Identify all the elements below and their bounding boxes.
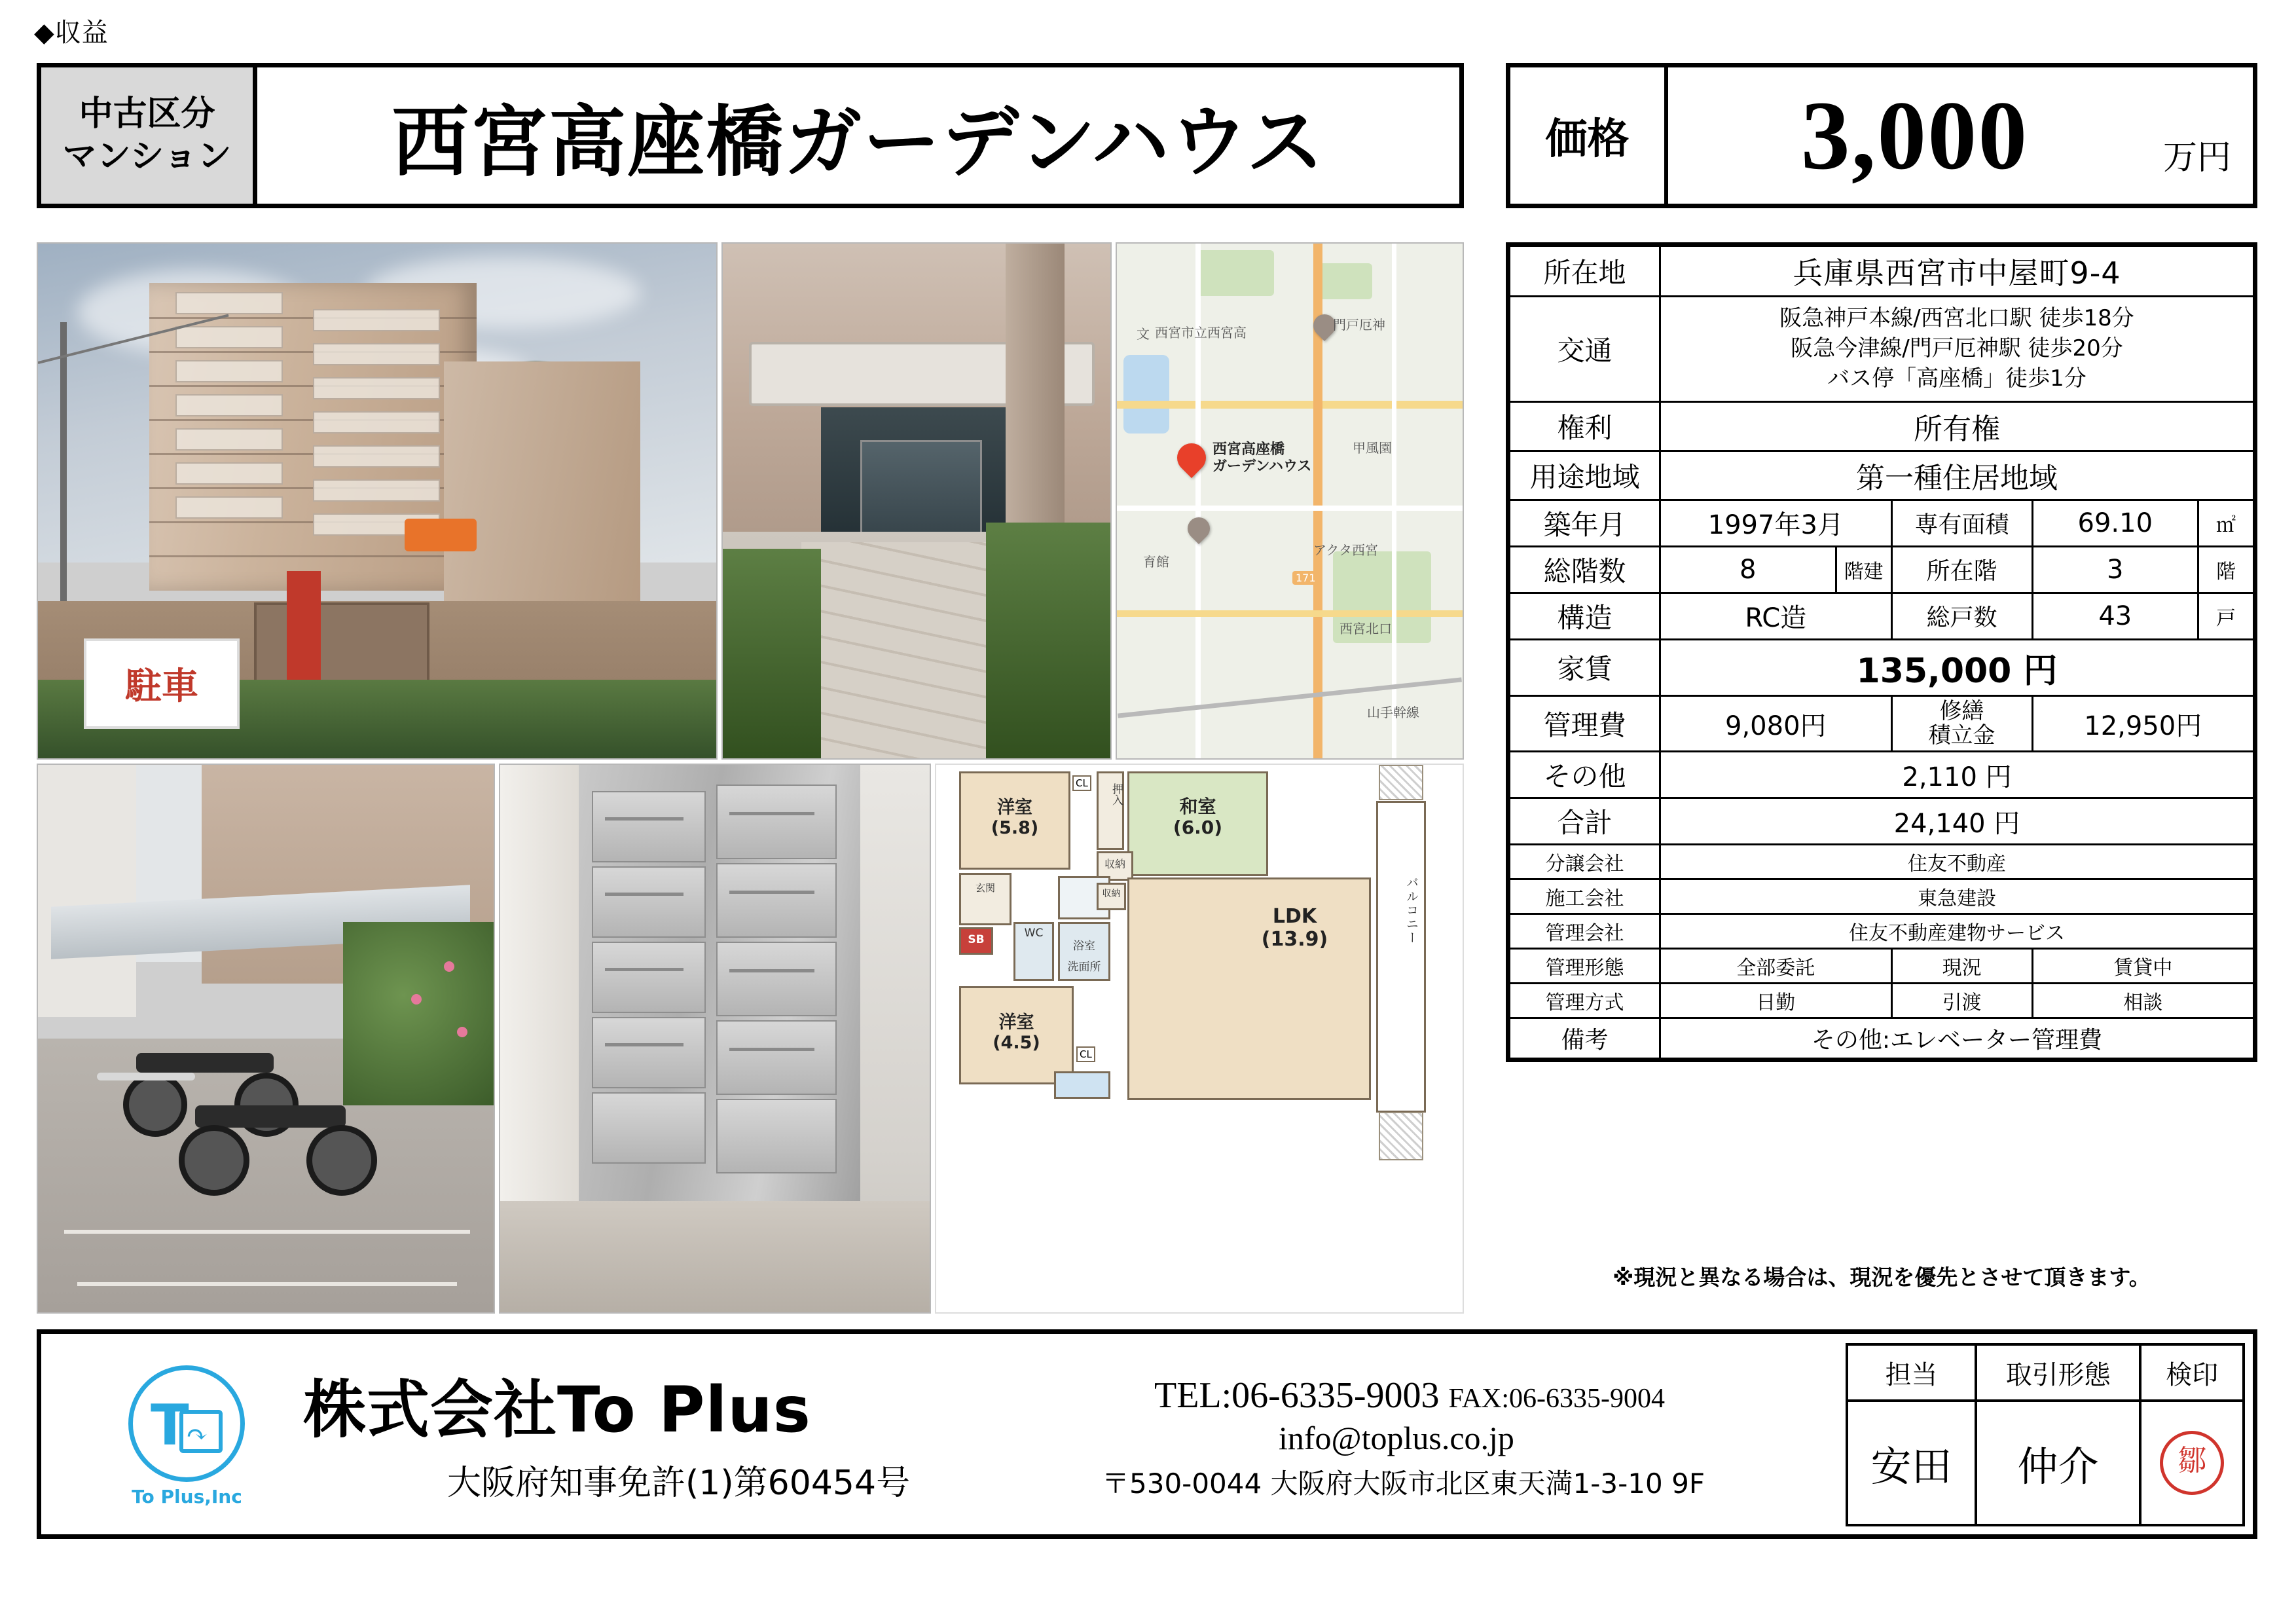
table-row-rights (1510, 401, 2254, 451)
label-management-method: 管理方式 (1510, 984, 1660, 1018)
floorplan-room-1: 和室 (6.0) (1173, 796, 1223, 839)
label-repair-fund-line1: 修繕 (1939, 697, 1984, 724)
label-seal: 検印 (2140, 1344, 2244, 1401)
label-management-company: 管理会社 (1510, 914, 1660, 949)
label-total-floors: 総階数 (1510, 546, 1660, 593)
value-management-company: 住友不動産建物サービス (1660, 914, 2254, 949)
value-builder: 東急建設 (1660, 879, 2254, 914)
floorplan-tag-sb: SB (968, 933, 985, 946)
price-value: 3,000 (1800, 81, 2029, 190)
label-seller: 分譲会社 (1510, 845, 1660, 879)
page-title: 西宮高座橋ガーデンハウス (392, 97, 1325, 187)
floorplan-tag-genkan: 玄関 (975, 882, 995, 894)
map-label-3: アクタ西宮 (1313, 542, 1378, 558)
value-area: 69.10 (2032, 500, 2198, 546)
label-person-in-charge: 担当 (1847, 1344, 1976, 1401)
table-row-other (1510, 752, 2254, 798)
map-label-6: 山手幹線 (1367, 705, 1419, 720)
value-seal-cell (2140, 1401, 2244, 1525)
photo-mailboxes (499, 764, 931, 1314)
table-row-floors (1510, 546, 2254, 593)
company-license: 大阪府知事免許(1)第60454号 (447, 1464, 911, 1503)
value-seller: 住友不動産 (1660, 845, 2254, 879)
map-label-5: 西宮北口 (1339, 621, 1392, 637)
table-row-location (1510, 246, 2254, 297)
table-row-management-method (1510, 984, 2254, 1018)
floorplan-tag-oshiire: 押入 (1110, 783, 1123, 805)
floorplan-room-3: 洋室 (4.5) (993, 1012, 1040, 1054)
company-address: 〒530-0044 大阪府大阪市北区東天満1-3-10 9F (1102, 1467, 1705, 1500)
floorplan-tag-washroom: 洗面所 (1067, 961, 1101, 974)
label-builder: 施工会社 (1510, 879, 1660, 914)
label-rights: 権利 (1510, 401, 1660, 451)
map-label-4: 育館 (1143, 554, 1169, 570)
map-label-1: 門戸厄神 (1333, 317, 1385, 333)
price-label: 価格 (1510, 67, 1668, 204)
map-pin-label-line2: ガーデンハウス (1212, 458, 1312, 475)
value-traffic (1660, 297, 2254, 402)
value-deal-type: 仲介 (1976, 1401, 2140, 1525)
map-road-badge: 171 (1292, 571, 1319, 585)
value-rent: 135,000 円 (1660, 639, 2254, 695)
floorplan-tag-balcony: バルコニー (1404, 876, 1419, 945)
value-total: 24,140 円 (1660, 798, 2254, 845)
floorplan-tag-bath: 浴室 (1073, 940, 1095, 953)
label-management-type: 管理形態 (1510, 949, 1660, 984)
table-row-built-area (1510, 500, 2254, 546)
value-person-in-charge: 安田 (1847, 1401, 1976, 1525)
company-email: info@toplus.co.jp (1279, 1420, 1514, 1456)
unit-units: 戸 (2198, 593, 2254, 639)
table-row-rent (1510, 639, 2254, 695)
label-units: 総戸数 (1891, 593, 2032, 639)
label-location: 所在地 (1510, 246, 1660, 297)
label-other: その他 (1510, 752, 1660, 798)
floorplan-tag-storage-1: 収納 (1102, 889, 1121, 899)
map-label-2: 甲風園 (1353, 440, 1392, 456)
table-row-traffic (1510, 297, 2254, 402)
traffic-line-2: 阪急今津線/門戸厄神駅 徒歩20分 (1791, 335, 2123, 361)
label-deal-type: 取引形態 (1976, 1344, 2140, 1401)
property-category-line2: マンション (62, 137, 232, 176)
value-other: 2,110 円 (1660, 752, 2254, 798)
logo-letter: T (151, 1393, 189, 1458)
label-status: 現況 (1891, 949, 2032, 984)
table-row-total (1510, 798, 2254, 845)
label-total: 合計 (1510, 798, 1660, 845)
map-pin-label-line1: 西宮高座橋 (1212, 441, 1285, 458)
property-category-line1: 中古区分 (79, 94, 215, 134)
floorplan-tag-storage-0: 収納 (1104, 858, 1125, 870)
table-row-builder (1510, 879, 2254, 914)
value-repair-fund: 12,950円 (2032, 695, 2253, 752)
table-row-management-type (1510, 949, 2254, 984)
value-on-floor: 3 (2032, 546, 2198, 593)
tel-number: TEL:06-6335-9003 (1154, 1375, 1440, 1416)
label-delivery: 引渡 (1891, 984, 2032, 1018)
value-rights: 所有権 (1660, 401, 2254, 451)
label-repair-fund-line2: 積立金 (1928, 722, 1995, 749)
company-name: 株式会社To Plus (303, 1373, 811, 1447)
photo-gallery (37, 242, 1464, 1316)
value-location: 兵庫県西宮市中屋町9-4 (1660, 246, 2254, 297)
value-total-floors: 8 (1660, 546, 1836, 593)
photo-building-exterior (37, 242, 718, 760)
label-repair-fund (1891, 695, 2032, 752)
company-tel (1154, 1375, 1665, 1416)
floorplan-room-2: LDK (13.9) (1261, 905, 1328, 951)
value-units: 43 (2032, 593, 2198, 639)
label-traffic: 交通 (1510, 297, 1660, 402)
value-management-fee: 9,080円 (1660, 695, 1892, 752)
value-status: 賃貸中 (2032, 949, 2253, 984)
table-row-management-company (1510, 914, 2254, 949)
value-remarks: その他:エレベーター管理費 (1660, 1018, 2254, 1059)
table-row-structure (1510, 593, 2254, 639)
floor-plan (935, 764, 1464, 1314)
value-delivery: 相談 (2032, 984, 2253, 1018)
label-structure: 構造 (1510, 593, 1660, 639)
price-box (1506, 63, 2257, 208)
table-row-remarks (1510, 1018, 2254, 1059)
title-row (37, 63, 1464, 208)
value-management-method: 日勤 (1660, 984, 1892, 1018)
disclaimer-note: ※現況と異なる場合は、現況を優先とさせて頂きます。 (1613, 1264, 2151, 1290)
logo-arrow-icon: ↷ (186, 1420, 208, 1449)
photo-location-map: 文 西宮市立西宮高 門戸厄神 西宮高座橋 ガーデンハウス 甲風園 育館 アクタ西宮 171 西宮北口 山手幹線 (1116, 242, 1464, 760)
label-management-fee: 管理費 (1510, 695, 1660, 752)
label-area: 専有面積 (1891, 500, 2032, 546)
label-rent: 家賃 (1510, 639, 1660, 695)
company-logo (117, 1361, 257, 1507)
label-built: 築年月 (1510, 500, 1660, 546)
label-on-floor: 所在階 (1891, 546, 2032, 593)
photo-bicycle-parking (37, 764, 495, 1314)
unit-total-floors: 階建 (1836, 546, 1891, 593)
traffic-line-3: バス停「高座橋」徒歩1分 (1827, 365, 2086, 392)
floorplan-room-0: 洋室 (5.8) (991, 798, 1039, 839)
photo-exterior-sign-text: 駐車 (84, 638, 240, 729)
price-unit: 万円 (2162, 138, 2231, 177)
value-management-type: 全部委託 (1660, 949, 1892, 984)
floorplan-balcony (1376, 801, 1426, 1113)
footer (37, 1329, 2257, 1539)
unit-on-floor: 階 (2198, 546, 2254, 593)
stamp-table (1846, 1343, 2245, 1526)
label-zoning: 用途地域 (1510, 451, 1660, 500)
logo-text: To Plus,Inc (132, 1486, 242, 1507)
corner-mark: ◆収益 (34, 18, 109, 48)
floorplan-tag-wc: WC (1024, 927, 1044, 940)
value-built: 1997年3月 (1660, 500, 1892, 546)
table-row-seller (1510, 845, 2254, 879)
photo-entrance (721, 242, 1112, 760)
approval-seal-icon: 鄒 (2160, 1431, 2224, 1495)
value-structure: RC造 (1660, 593, 1892, 639)
value-zoning: 第一種住居地域 (1660, 451, 2254, 500)
floorplan-tag-cl-1: CL (1076, 1046, 1095, 1062)
label-remarks: 備考 (1510, 1018, 1660, 1059)
floorplan-tag-cl-0: CL (1072, 775, 1091, 791)
property-info-table (1506, 242, 2257, 1062)
map-label-0: 西宮市立西宮高 (1155, 325, 1247, 341)
traffic-line-1: 阪急神戸本線/西宮北口駅 徒歩18分 (1779, 305, 2134, 331)
fax-number: FAX:06-6335-9004 (1448, 1384, 1666, 1414)
property-category (41, 67, 257, 204)
table-row-zoning (1510, 451, 2254, 500)
table-row-fees (1510, 695, 2254, 752)
unit-area: ㎡ (2198, 500, 2254, 546)
